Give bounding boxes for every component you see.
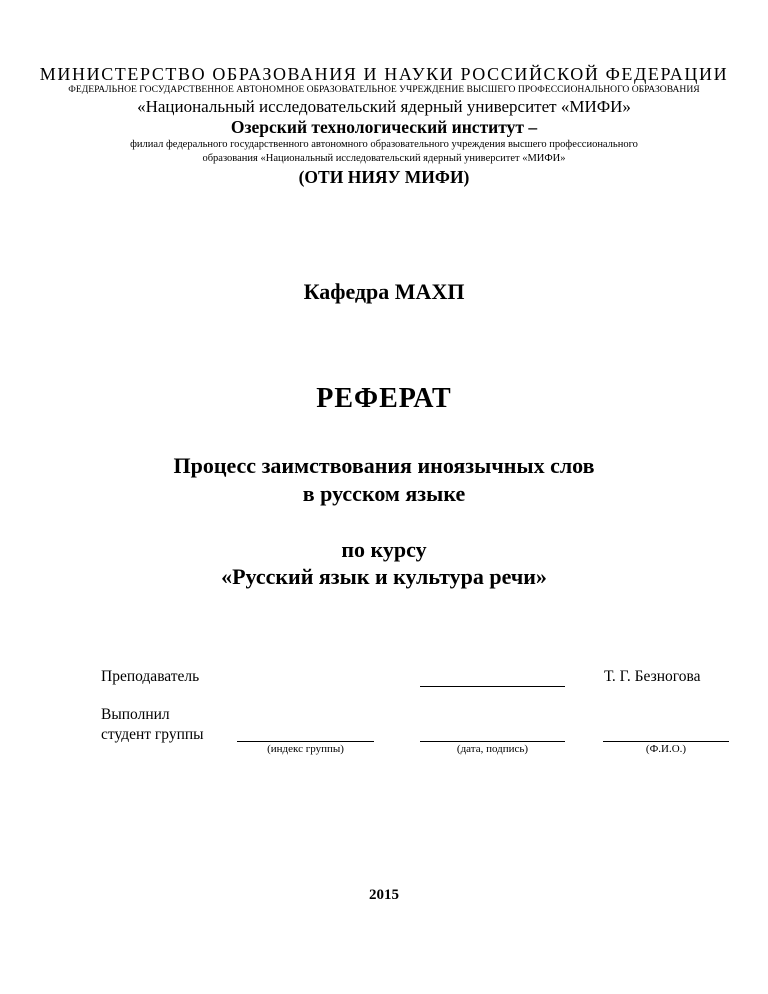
topic-line-2: в русском языке <box>302 481 466 506</box>
date-signature-caption: (дата, подпись) <box>456 743 529 755</box>
course-line-2: «Русский язык и культура речи» <box>221 564 547 589</box>
university-line: «Национальный исследовательский ядерный университет «МИФИ» <box>137 97 631 116</box>
topic-line-1: Процесс заимствования иноязычных слов <box>173 453 595 478</box>
teacher-label: Преподаватель <box>101 668 200 685</box>
ministry-line: МИНИСТЕРСТВО ОБРАЗОВАНИЯ И НАУКИ РОССИЙСКОЙ ФЕДЕРАЦИИ <box>39 64 729 84</box>
course-line-1: по курсу <box>341 537 427 562</box>
student-name-line <box>603 741 729 742</box>
year: 2015 <box>369 887 399 903</box>
branch-line-1: филиал федерального государственного автономного образовательного учреждения высшего профессионального <box>130 139 638 150</box>
student-label-line-2: студент группы <box>101 726 204 743</box>
group-index-line <box>237 741 374 742</box>
group-index-caption: (индекс группы) <box>267 743 344 755</box>
student-label-line-1: Выполнил <box>101 706 170 723</box>
institute-abbreviation: (ОТИ НИЯУ МИФИ) <box>298 167 470 187</box>
department-title: Кафедра МАХП <box>303 279 465 304</box>
institute-line: Озерский технологический институт – <box>230 117 538 137</box>
federal-institution-line: ФЕДЕРАЛЬНОЕ ГОСУДАРСТВЕННОЕ АВТОНОМНОЕ ОБРАЗОВАТЕЛЬНОЕ УЧРЕЖДЕНИЕ ВЫСШЕГО ПРОФЕССИОНАЛЬНОГО ОБРАЗОВАНИЯ <box>68 84 700 95</box>
teacher-name: Т. Г. Безногова <box>604 668 701 685</box>
student-name-caption: (Ф.И.О.) <box>645 743 687 755</box>
date-signature-line <box>420 741 565 742</box>
branch-line-2: образования «Национальный исследовательский ядерный университет «МИФИ» <box>202 153 566 164</box>
document-type-title: РЕФЕРАТ <box>316 383 452 414</box>
teacher-signature-line <box>420 686 565 687</box>
